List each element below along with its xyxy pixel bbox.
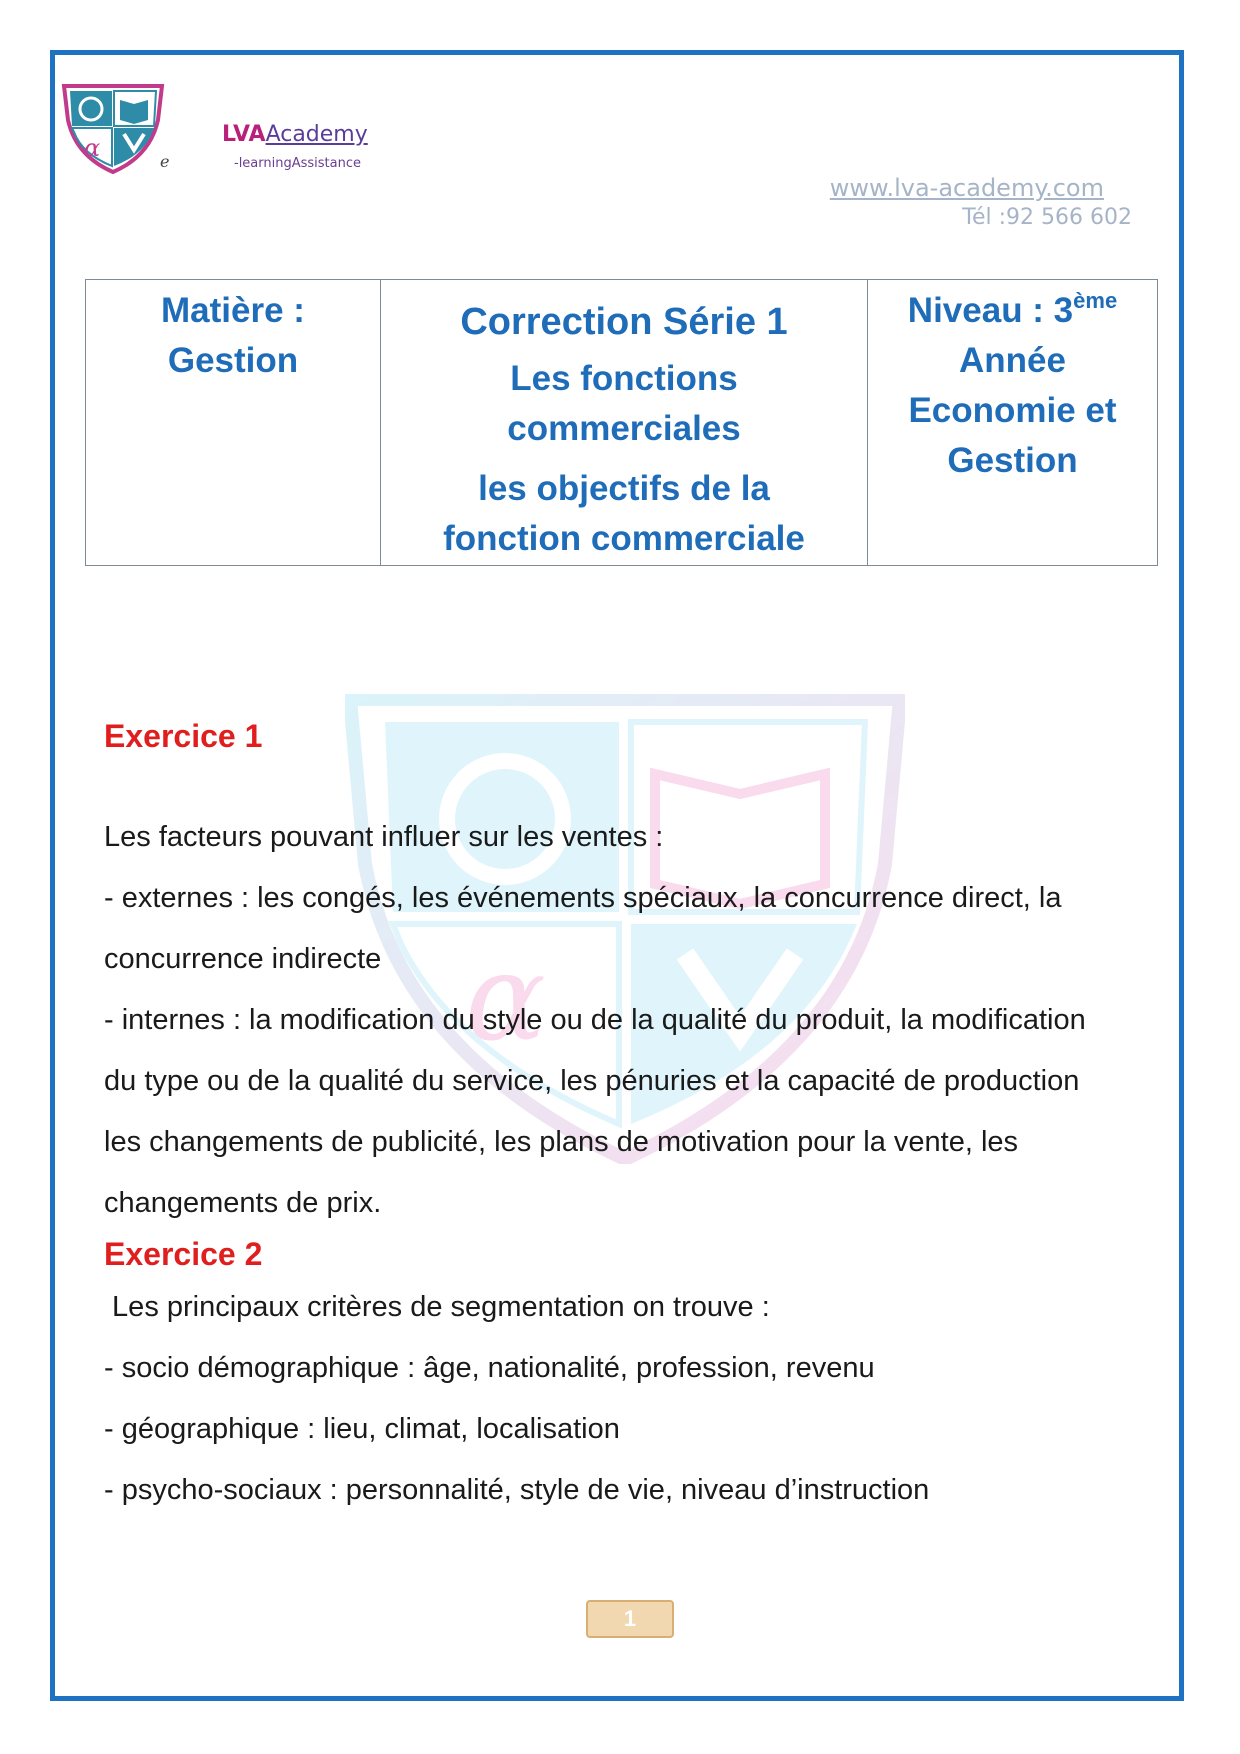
exercise-2-line: - psycho-sociaux : personnalité, style de vie, niveau d’instruction (104, 1474, 930, 1506)
brand-lva: LVA (222, 122, 266, 147)
exercise-1-line: concurrence indirecte (104, 943, 382, 975)
subject-cell (86, 280, 381, 566)
subtitle-2-line-2: fonction commerciale (443, 519, 805, 558)
subtitle-2-line-1: les objectifs de la (478, 469, 770, 508)
website-link[interactable]: www.lva-academy.com (829, 174, 1104, 202)
subtitle-1-line-2: commerciales (507, 409, 741, 448)
exercise-2-line: - socio démographique : âge, nationalité, profession, revenu (104, 1352, 875, 1384)
level-superscript: ème (1073, 288, 1118, 313)
lva-logo-icon (58, 80, 168, 175)
subject-label: Matière : (161, 291, 305, 330)
subtitle-1 (382, 354, 866, 454)
level-year: Année (959, 341, 1066, 380)
logo-e-mark: e (160, 152, 170, 171)
phone-number: Tél :92 566 602 (962, 205, 1132, 230)
title-table (85, 279, 1158, 566)
level-section-1: Economie et (908, 391, 1117, 430)
exercise-1-line: - internes : la modification du style ou de la qualité du produit, la modification (104, 1004, 1086, 1036)
exercise-2-line: - géographique : lieu, climat, localisation (104, 1413, 620, 1445)
svg-text:α: α (465, 929, 547, 1068)
subtitle-1-line-1: Les fonctions (510, 359, 738, 398)
brand-name (222, 122, 368, 147)
exercise-2-line: Les principaux critères de segmentation on trouve : (104, 1291, 770, 1323)
exercise-1-line: changements de prix. (104, 1187, 382, 1219)
level-label (869, 286, 1156, 336)
title-cell (381, 280, 868, 566)
svg-text:α: α (84, 134, 101, 162)
exercise-1-heading: Exercice 1 (104, 718, 263, 754)
page-number-badge: 1 (586, 1600, 674, 1638)
brand-academy: Academy (265, 122, 368, 147)
exercise-1-body (104, 807, 1164, 1234)
brand-tagline: -learningAssistance (234, 156, 361, 171)
exercise-1-line: les changements de publicité, les plans de motivation pour la vente, les (104, 1126, 1019, 1158)
level-prefix: Niveau : 3 (907, 291, 1074, 330)
subject-value: Gestion (167, 341, 299, 380)
level-cell (868, 280, 1158, 566)
exercise-2-heading: Exercice 2 (104, 1236, 263, 1272)
exercise-1-line: Les facteurs pouvant influer sur les ventes : (104, 821, 664, 853)
level-section-2: Gestion (947, 441, 1078, 480)
document-body (104, 718, 1164, 1521)
exercise-1-line: - externes : les congés, les événements spéciaux, la concurrence direct, la (104, 882, 1062, 914)
subtitle-2 (382, 464, 866, 564)
document-title: Correction Série 1 (460, 301, 788, 343)
exercise-1-line: du type ou de la qualité du service, les pénuries et la capacité de production (104, 1065, 1080, 1097)
exercise-2-body (104, 1277, 1164, 1521)
